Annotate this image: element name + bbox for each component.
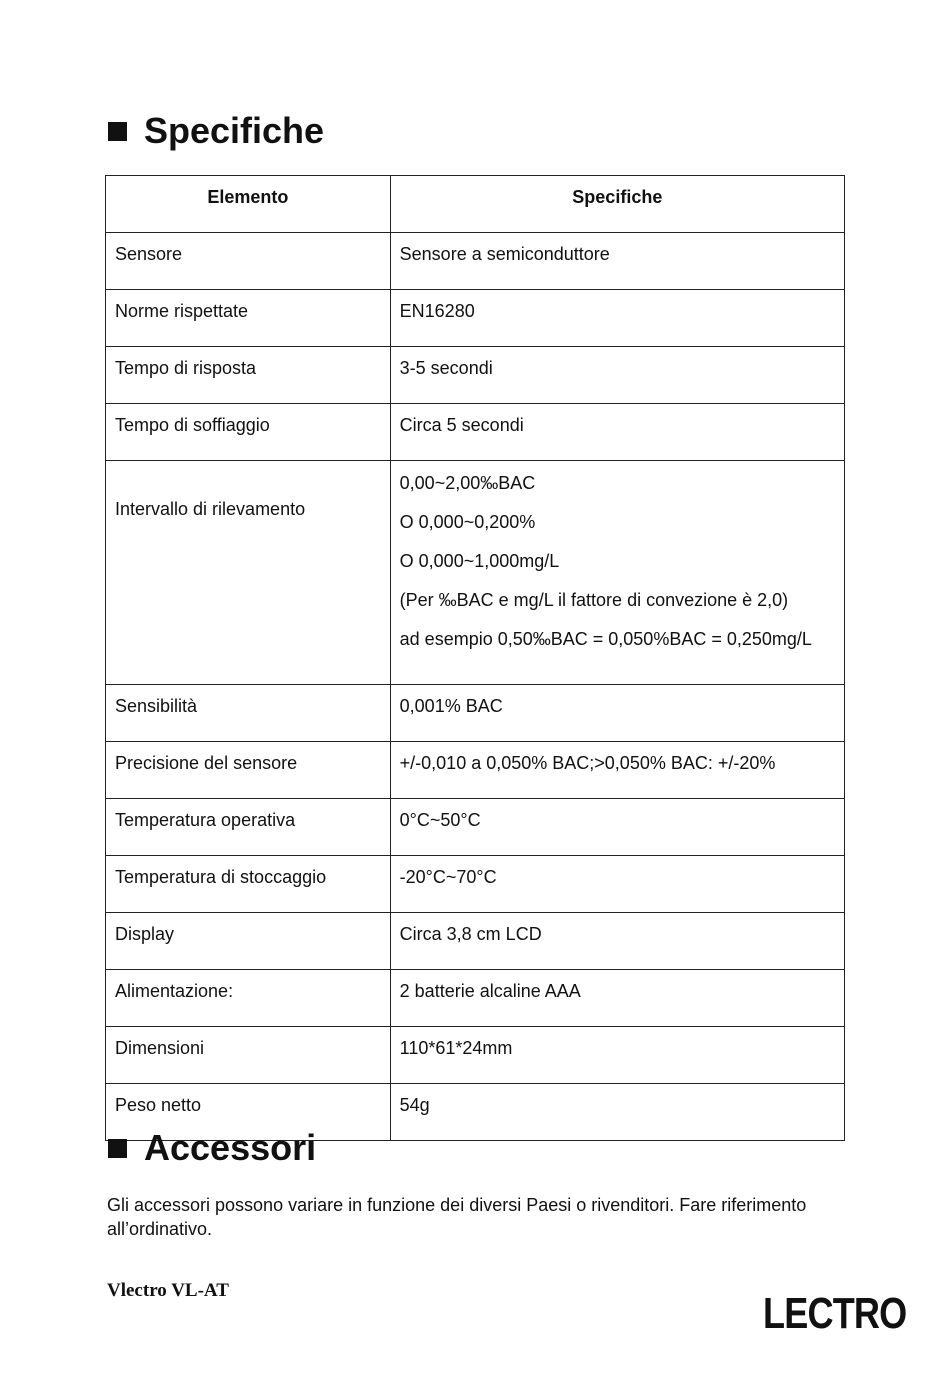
specs-heading xyxy=(108,110,324,152)
table-row xyxy=(106,970,845,1027)
row-value: Circa 5 secondi xyxy=(390,404,844,461)
row-label: Temperatura di stoccaggio xyxy=(106,856,391,913)
row-label: Display xyxy=(106,913,391,970)
range-line: ad esempio 0,50‰BAC = 0,050%BAC = 0,250mg/L xyxy=(399,629,812,649)
table-row xyxy=(106,233,845,290)
specs-title: Specifiche xyxy=(144,110,325,151)
row-label: Norme rispettate xyxy=(106,290,391,347)
table-row xyxy=(106,742,845,799)
row-label: Peso netto xyxy=(106,1084,391,1141)
range-line: (Per ‰BAC e mg/L il fattore di convezione è 2,0) xyxy=(399,590,789,610)
footer-model: Vlectro VL-AT xyxy=(107,1280,229,1301)
row-label: Sensore xyxy=(106,233,391,290)
row-value: 3-5 secondi xyxy=(390,347,844,404)
row-label: Tempo di soffiaggio xyxy=(106,404,391,461)
header-elemento: Elemento xyxy=(106,176,391,233)
row-label: Precisione del sensore xyxy=(106,742,391,799)
row-value-multiline xyxy=(390,461,844,685)
row-label: Sensibilità xyxy=(106,685,391,742)
table-header-row xyxy=(106,176,845,233)
table-row xyxy=(106,290,845,347)
row-label: Dimensioni xyxy=(106,1027,391,1084)
accessories-paragraph: Gli accessori possono variare in funzione dei diversi Paesi o rivenditori. Fare riferimento all’ordinativo. xyxy=(107,1195,807,1239)
square-bullet-icon xyxy=(108,122,127,141)
row-value: +/-0,010 a 0,050% BAC;>0,050% BAC: +/-20% xyxy=(390,742,844,799)
row-label: Intervallo di rilevamento xyxy=(106,461,391,685)
row-value: 0°C~50°C xyxy=(390,799,844,856)
range-line: O 0,000~1,000mg/L xyxy=(399,551,560,571)
table-row xyxy=(106,461,845,685)
row-value: -20°C~70°C xyxy=(390,856,844,913)
row-value: 54g xyxy=(390,1084,844,1141)
table-row xyxy=(106,404,845,461)
specs-table xyxy=(105,175,845,1141)
header-specifiche: Specifiche xyxy=(390,176,844,233)
table-row xyxy=(106,856,845,913)
brand-logo xyxy=(765,1285,937,1343)
range-line: O 0,000~0,200% xyxy=(399,512,536,532)
row-value: 0,001% BAC xyxy=(390,685,844,742)
table-row xyxy=(106,685,845,742)
table-row xyxy=(106,1027,845,1084)
row-label: Alimentazione: xyxy=(106,970,391,1027)
table-row xyxy=(106,913,845,970)
square-bullet-icon xyxy=(108,1139,127,1158)
row-value: Circa 3,8 cm LCD xyxy=(390,913,844,970)
table-row xyxy=(106,799,845,856)
row-value: Sensore a semiconduttore xyxy=(390,233,844,290)
row-label: Tempo di risposta xyxy=(106,347,391,404)
accessories-title: Accessori xyxy=(144,1127,317,1168)
logo-wordmark: LECTRO xyxy=(763,1289,907,1338)
table-row xyxy=(106,347,845,404)
row-label: Temperatura operativa xyxy=(106,799,391,856)
row-value: 2 batterie alcaline AAA xyxy=(390,970,844,1027)
row-value: EN16280 xyxy=(390,290,844,347)
range-line: 0,00~2,00‰BAC xyxy=(399,473,536,493)
accessories-heading xyxy=(108,1127,316,1169)
row-value: 110*61*24mm xyxy=(390,1027,844,1084)
